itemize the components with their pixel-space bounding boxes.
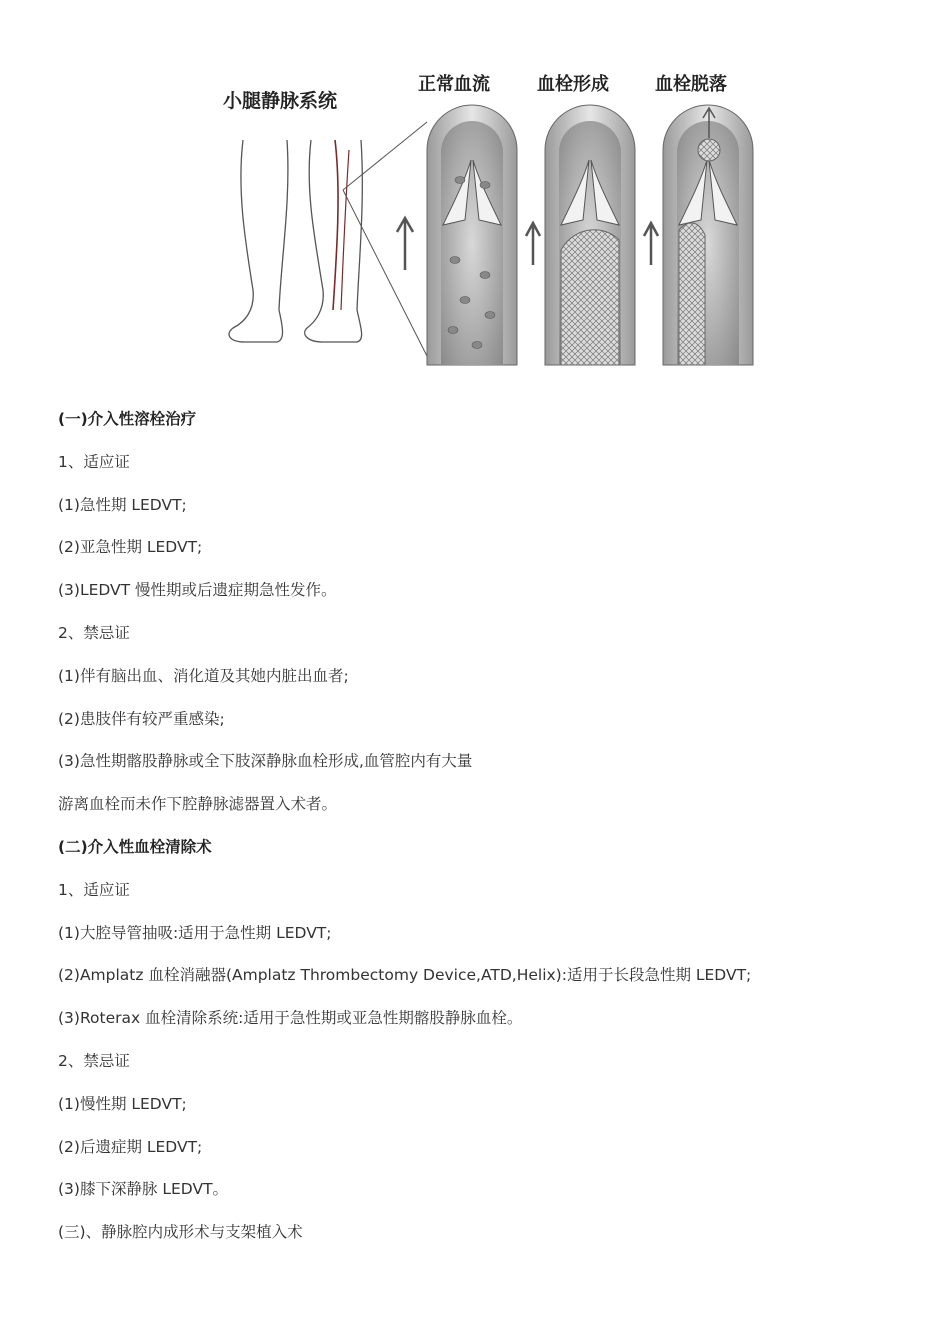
- vein-tube-detachment: [663, 105, 753, 365]
- paragraph: (1)急性期 LEDVT;: [58, 495, 187, 514]
- flow-arrow-icon: [644, 223, 658, 265]
- paragraph: (1)伴有脑出血、消化道及其她内脏出血者;: [58, 666, 349, 685]
- paragraph: (2)后遗症期 LEDVT;: [58, 1137, 203, 1156]
- callout-lines: [343, 122, 427, 356]
- paragraph: 1、适应证: [58, 452, 130, 471]
- figure-left-title: 小腿静脉系统: [223, 90, 338, 112]
- paragraph: 2、禁忌证: [58, 1051, 130, 1070]
- paragraph: (2)Amplatz 血栓消融器(Amplatz Thrombectomy Device,ATD,Helix):适用于长段急性期 LEDVT;: [58, 966, 752, 985]
- section-heading: (二)介入性血栓清除术: [58, 837, 212, 856]
- paragraph: (1)大腔导管抽吸:适用于急性期 LEDVT;: [58, 923, 332, 942]
- paragraph: (1)慢性期 LEDVT;: [58, 1094, 187, 1113]
- document-body: [58, 398, 918, 1254]
- leg-illustration: [229, 140, 362, 342]
- paragraph: (3)膝下深静脉 LEDVT。: [58, 1180, 229, 1199]
- flow-arrow-icon: [526, 223, 540, 265]
- paragraph: (2)患肢伴有较严重感染;: [58, 709, 225, 728]
- panel-title-thrombus-detachment: 血栓脱落: [655, 74, 727, 95]
- paragraph: (3)LEDVT 慢性期或后遗症期急性发作。: [58, 581, 337, 600]
- vein-illustration: [215, 60, 760, 380]
- panel-title-thrombus-formation: 血栓形成: [537, 74, 609, 95]
- paragraph: 1、适应证: [58, 880, 130, 899]
- paragraph: 2、禁忌证: [58, 623, 130, 642]
- paragraph: 游离血栓而未作下腔静脉滤器置入术者。: [58, 795, 338, 814]
- section-heading: (三)、静脉腔内成形术与支架植入术: [58, 1223, 303, 1242]
- vein-tube-normal: [427, 105, 517, 365]
- section-heading: (一)介入性溶栓治疗: [58, 410, 197, 428]
- paragraph: (3)Roterax 血栓清除系统:适用于急性期或亚急性期髂股静脉血栓。: [58, 1009, 523, 1028]
- vein-tube-thrombus: [545, 105, 635, 365]
- paragraph: (3)急性期髂股静脉或全下肢深静脉血栓形成,血管腔内有大量: [58, 752, 473, 771]
- panel-title-normal-flow: 正常血流: [418, 74, 490, 95]
- flow-arrow-icon: [397, 218, 413, 270]
- paragraph: (2)亚急性期 LEDVT;: [58, 538, 203, 557]
